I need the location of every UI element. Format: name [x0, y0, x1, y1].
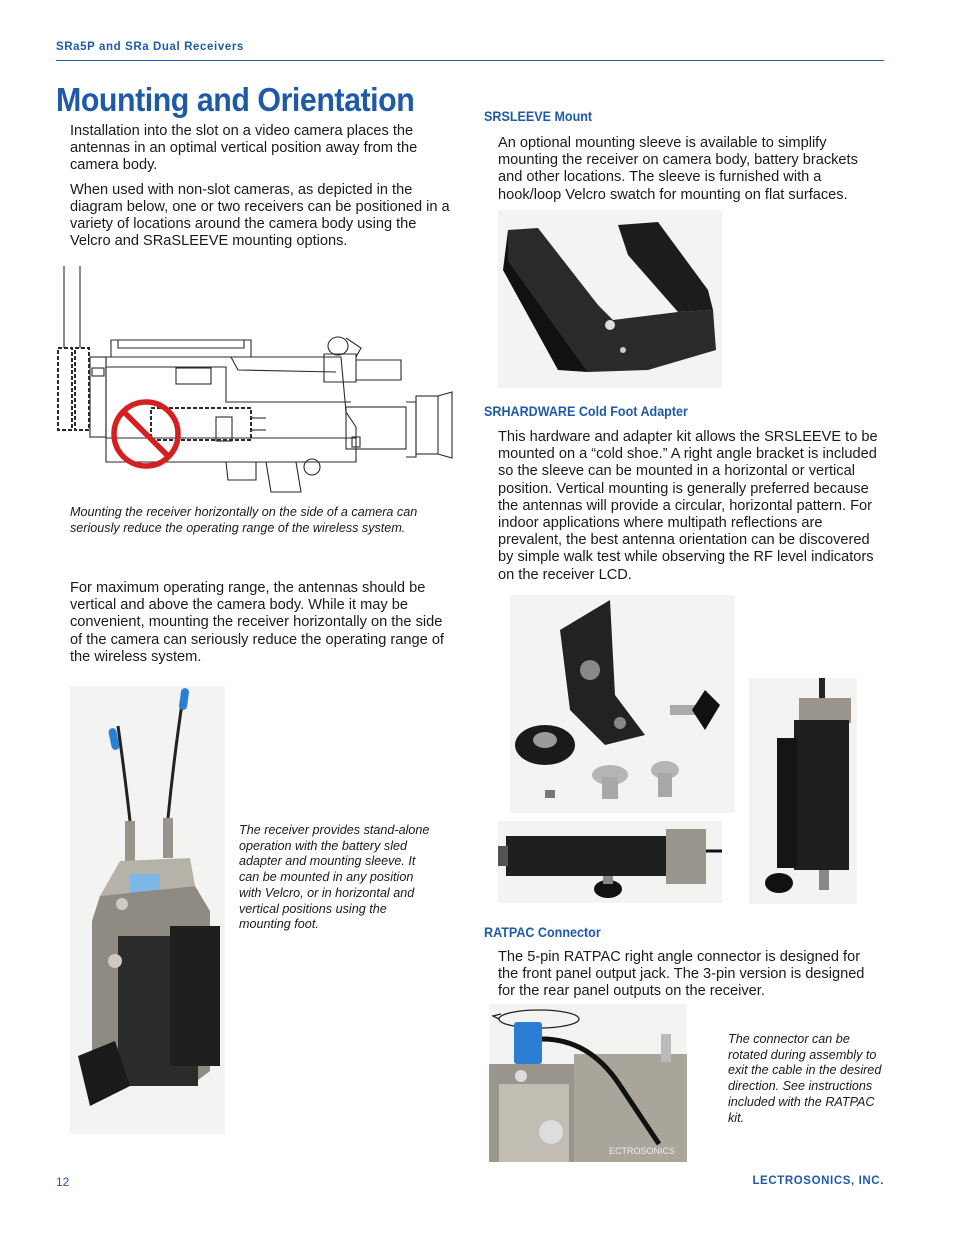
range-paragraph: For maximum operating range, the antennas should be vertical and above the camera body. While it may be convenient, mounting the receiver horizontally on the side of the camera can seriously reduce the operating range of the wireless system.: [70, 580, 444, 665]
ratpac-heading: RATPAC Connector: [484, 925, 601, 940]
srsleeve-text: An optional mounting sleeve is available to simplify mounting the receiver on camera body, battery brackets and other locations. The sleeve is furnished with a hook/loop Velcro swatch for mounting on flat surfaces.: [498, 135, 858, 203]
intro-paragraph-1: Installation into the slot on a video camera places the antennas in an optimal vertical position away from the camera body.: [70, 123, 418, 174]
horizontal-mount-photo: [498, 821, 722, 903]
srsleeve-photo: [498, 210, 722, 388]
receiver-photo: [70, 686, 225, 1134]
intro-paragraph-2: When used with non-slot cameras, as depicted in the diagram below, one or two receivers can be positioned in a variety of locations around the camera body using the Velcro and SRaSLEEVE mounting options.: [70, 181, 450, 250]
ratpac-text: The 5-pin RATPAC right angle connector is designed for the front panel output jack. The 3-pin version is designed for the rear panel outputs on the receiver.: [498, 949, 865, 1000]
page-number: 12: [56, 1175, 70, 1189]
ratpac-photo-brand: ECTROSONICS: [609, 1146, 676, 1156]
hardware-kit-photo: [510, 595, 735, 813]
footer-company: LECTROSONICS, INC.: [752, 1175, 884, 1187]
camera-mounting-diagram: [56, 262, 456, 498]
ratpac-caption: The connector can be rotated during assembly to exit the cable in the desired direction. See instructions included with the RATPAC kit.: [728, 1032, 882, 1125]
srhardware-heading: SRHARDWARE Cold Foot Adapter: [484, 404, 688, 419]
vertical-mount-photo: [749, 678, 857, 904]
srsleeve-heading: SRSLEEVE Mount: [484, 109, 593, 124]
diagram-caption: Mounting the receiver horizontally on the side of a camera can seriously reduce the operating range of the wireless system.: [70, 505, 418, 535]
header-rule: [56, 60, 884, 61]
page-title: Mounting and Orientation: [56, 81, 415, 118]
receiver-caption: The receiver provides stand-alone operation with the battery sled adapter and mounting sleeve. It can be mounted in any position with Velcro, or in horizontal and vertical positions using the mounting foot.: [239, 823, 430, 932]
ratpac-connector-photo: [489, 1004, 687, 1162]
srhardware-text: This hardware and adapter kit allows the SRSLEEVE to be mounted on a “cold shoe.” A right angle bracket is included so the sleeve can be mounted in a horizontal or vertical position. Vertical mounting is generally preferred because the antennas will provide a circular, horizontal pattern. For indoor applications where multipath reflections are prevalent, the best antenna orientation can be discovered by simple walk test while observing the RF level indicators on the receiver LCD.: [498, 429, 878, 583]
intro-text: [70, 123, 450, 250]
running-header: SRa5P and SRa Dual Receivers: [56, 41, 244, 53]
